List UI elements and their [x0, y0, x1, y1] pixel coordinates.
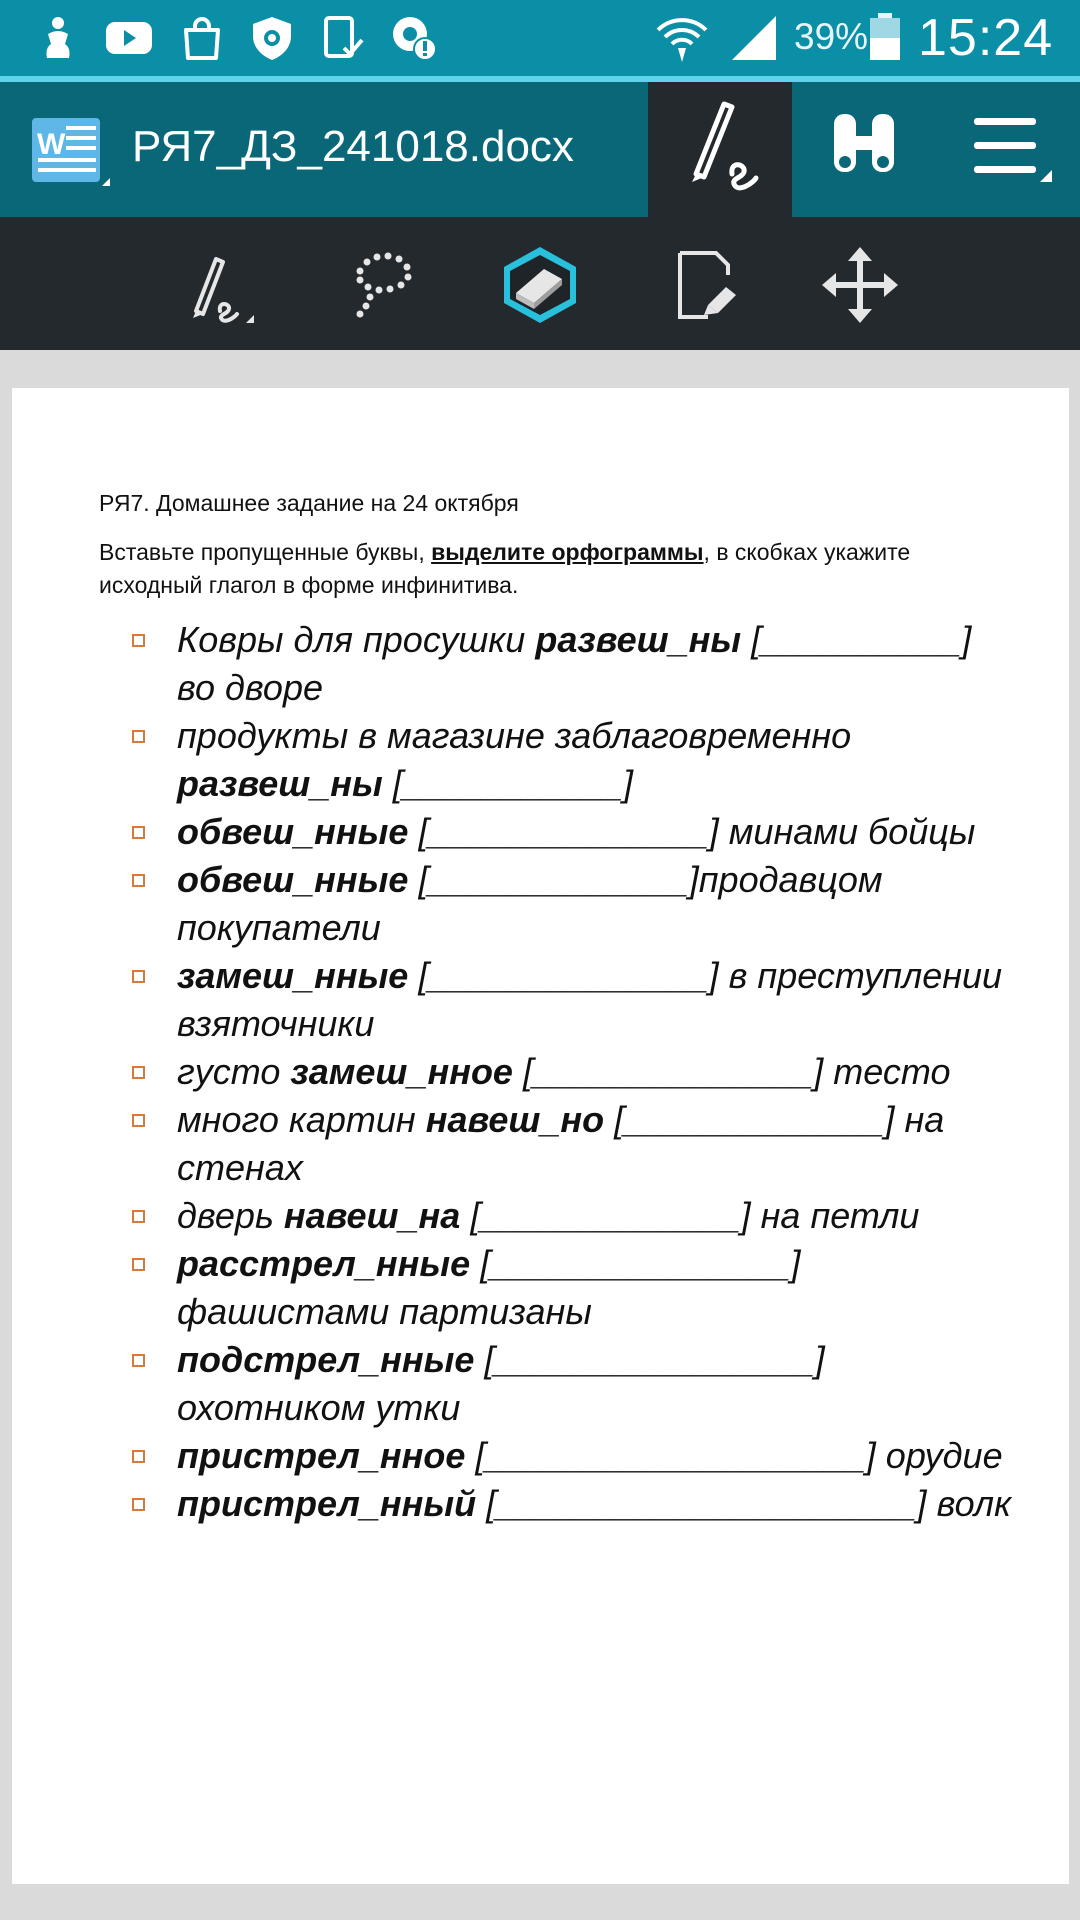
item-answer-blank: [_____________]	[408, 859, 699, 900]
item-text-before: Ковры для просушки	[177, 619, 536, 660]
list-item	[132, 712, 1012, 808]
bullet-icon	[132, 970, 145, 983]
list-item	[132, 856, 1012, 952]
device-check-icon	[320, 14, 368, 62]
item-text-after: в преступлении взяточники	[177, 955, 1003, 1044]
document-instructions	[99, 536, 999, 602]
item-text-after: охотником утки	[177, 1387, 461, 1428]
status-bar	[0, 0, 1080, 76]
list-item	[132, 808, 1012, 856]
item-target-word: обвеш_нные	[177, 859, 409, 900]
document-page[interactable]	[12, 388, 1069, 1884]
item-target-word: обвеш_нные	[177, 811, 409, 852]
item-text-before: много картин	[177, 1099, 426, 1140]
item-text-after: тесто	[833, 1051, 951, 1092]
instructions-text-start: Вставьте пропущенные буквы,	[99, 539, 432, 565]
move-icon[interactable]	[818, 243, 902, 327]
alert-icon	[390, 14, 438, 62]
item-target-word: навеш_но	[425, 1099, 605, 1140]
bullet-icon	[132, 730, 145, 743]
list-item	[132, 1192, 1012, 1240]
instructions-emphasis: выделите орфограммы	[431, 539, 704, 565]
item-target-word: развеш_ны	[177, 763, 383, 804]
item-answer-blank: [_____________________]	[476, 1483, 937, 1524]
item-text-after: на стенах	[177, 1099, 945, 1188]
item-answer-blank: [___________]	[382, 763, 634, 804]
item-answer-blank: [___________________]	[465, 1435, 886, 1476]
bullet-icon	[132, 1114, 145, 1127]
item-text-after: фашистами партизаны	[177, 1291, 592, 1332]
item-text-after: минами бойцы	[728, 811, 976, 852]
battery-icon	[868, 12, 902, 62]
item-text-after: во дворе	[177, 667, 323, 708]
bullet-icon	[132, 826, 145, 839]
wifi-icon	[654, 10, 710, 66]
signal-icon	[728, 12, 780, 64]
battery-percent: 39%	[794, 16, 869, 57]
item-answer-blank: [_______________]	[470, 1243, 801, 1284]
document-heading: РЯ7. Домашнее задание на 24 октября	[99, 490, 519, 516]
item-target-word: подстрел_нные	[177, 1339, 475, 1380]
app-bar	[0, 82, 1080, 217]
item-target-word: пристрел_нный	[177, 1483, 477, 1524]
exercise-list	[132, 616, 1012, 1528]
document-title: РЯ7_ДЗ_241018.docx	[132, 122, 574, 171]
bullet-icon	[132, 1498, 145, 1511]
insert-page-icon[interactable]	[664, 243, 748, 327]
word-document-icon[interactable]	[30, 112, 110, 192]
item-text-after: на петли	[760, 1195, 920, 1236]
youtube-icon	[104, 14, 154, 62]
item-target-word: развеш_ны	[535, 619, 742, 660]
clock: 15:24	[918, 9, 1054, 67]
list-item	[132, 1480, 1012, 1528]
item-target-word: навеш_на	[283, 1195, 461, 1236]
antivirus-icon	[248, 14, 296, 62]
item-answer-blank: [______________]	[408, 811, 729, 852]
item-target-word: расстрел_нные	[177, 1243, 471, 1284]
item-text-before: продукты в магазине заблаговременно	[177, 715, 852, 756]
find-icon	[792, 82, 936, 217]
find-button[interactable]	[792, 82, 936, 217]
person-icon	[34, 14, 82, 62]
bullet-icon	[132, 1354, 145, 1367]
list-item	[132, 616, 1012, 712]
bullet-icon	[132, 1066, 145, 1079]
bullet-icon	[132, 1258, 145, 1271]
bullet-icon	[132, 1450, 145, 1463]
bullet-icon	[132, 874, 145, 887]
pen-icon[interactable]	[176, 243, 260, 327]
item-text-before: густо	[177, 1051, 291, 1092]
item-answer-blank: [______________]	[408, 955, 729, 996]
item-text-after: орудие	[885, 1435, 1003, 1476]
svg-text:W: W	[37, 128, 66, 161]
item-answer-blank: [_____________]	[604, 1099, 905, 1140]
item-text-before: дверь	[177, 1195, 284, 1236]
bullet-icon	[132, 634, 145, 647]
bullet-icon	[132, 1210, 145, 1223]
item-target-word: замеш_нные	[177, 955, 409, 996]
item-text-after: продавцом покупатели	[177, 859, 883, 948]
item-answer-blank: [__________]	[741, 619, 972, 660]
list-item	[132, 1240, 1012, 1336]
item-answer-blank: [______________]	[512, 1051, 834, 1092]
list-item	[132, 1096, 1012, 1192]
item-target-word: пристрел_нное	[177, 1435, 466, 1476]
list-item	[132, 952, 1012, 1048]
item-target-word: замеш_нное	[290, 1051, 513, 1092]
list-item	[132, 1432, 1012, 1480]
item-answer-blank: [_____________]	[460, 1195, 761, 1236]
item-text-after: волк	[936, 1483, 1012, 1524]
item-answer-blank: [________________]	[474, 1339, 825, 1380]
list-item	[132, 1048, 1012, 1096]
pen-mode-button[interactable]	[648, 82, 792, 217]
instructions-text-end: , в скобках укажите исходный глагол в форме инфинитива.	[99, 539, 911, 598]
lasso-icon[interactable]	[340, 243, 424, 327]
menu-icon	[936, 82, 1080, 217]
pen-toolbar	[0, 217, 1080, 350]
list-item	[132, 1336, 1012, 1432]
pen-mode-icon	[648, 82, 792, 217]
eraser-icon[interactable]	[498, 243, 582, 327]
menu-button[interactable]	[936, 82, 1080, 217]
shopping-bag-icon	[178, 14, 226, 62]
